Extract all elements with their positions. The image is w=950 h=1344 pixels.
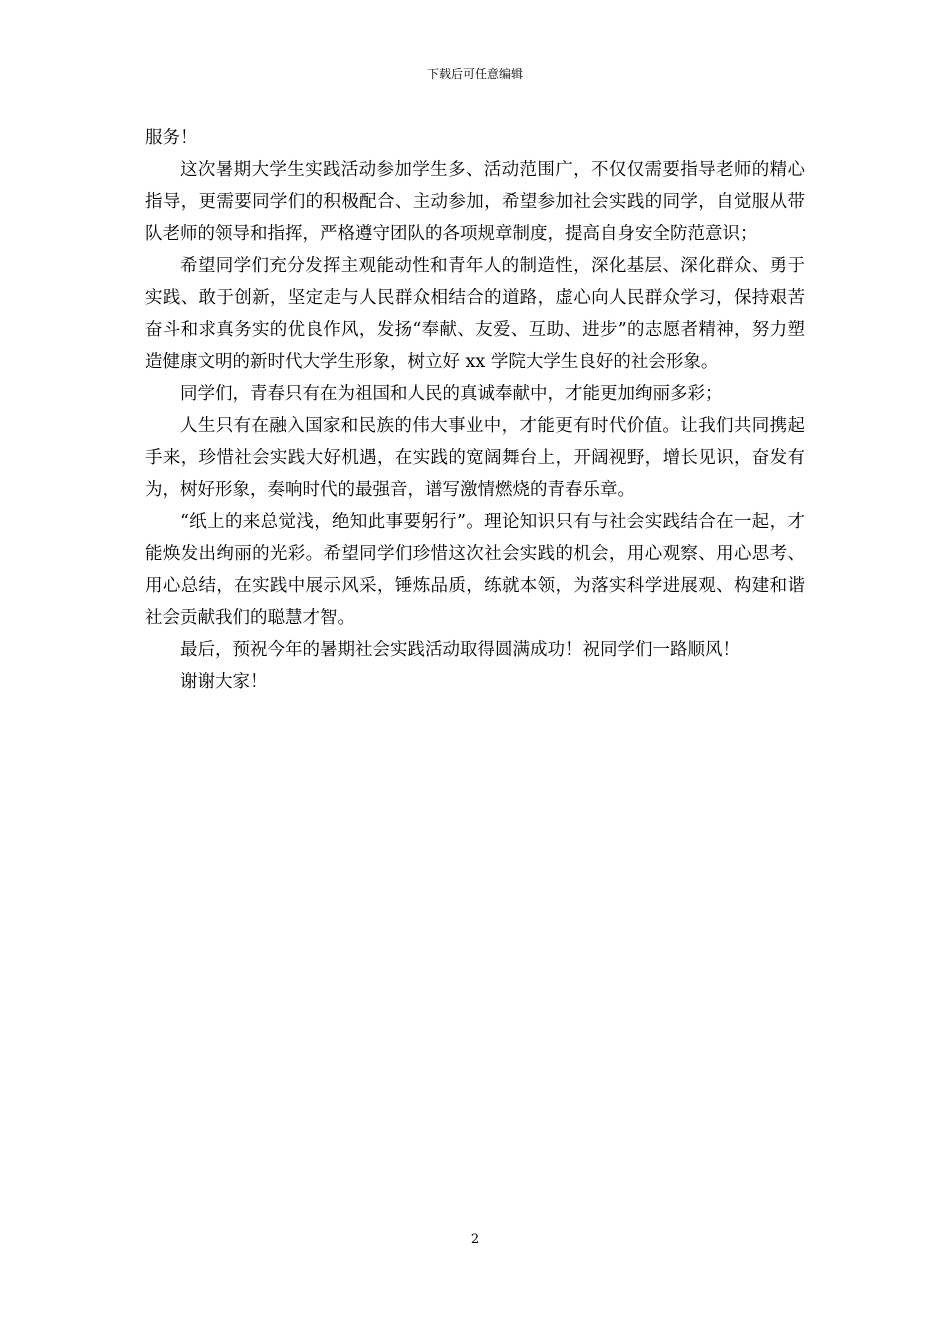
paragraph-practice-quote: “纸上的来总觉浅，绝知此事要躬行”。理论知识只有与社会实践结合在一起，才能焕发出绚丽的光彩。希望同学们珍惜这次社会实践的机会，用心观察、用心思考、用心总结，在实践中展示风采，锤炼品质，练就本领，为落实科学进展观、构建和谐社会贡献我们的聪慧才智。: [145, 512, 805, 628]
paragraph-closing-wishes: 最后，预祝今年的暑期社会实践活动取得圆满成功！祝同学们一路顺风！: [180, 640, 740, 660]
paragraph-youth: 同学们，青春只有在为祖国和人民的真诚奉献中，才能更加绚丽多彩；: [180, 384, 723, 404]
paragraph-continuation: 服务！: [145, 128, 198, 148]
paragraph-life-value: 人生只有在融入国家和民族的伟大事业中，才能更有时代价值。让我们共同携起手来，珍惜社会实践大好机遇，在实践的宽阔舞台上，开阔视野，增长见识，奋发有为，树好形象，奏响时代的最强音，谱写激情燃烧的青春乐章。: [145, 416, 805, 500]
page-number: 2: [470, 1232, 480, 1247]
document-body: [145, 122, 805, 698]
paragraph-hope: 希望同学们充分发挥主观能动性和青年人的制造性，深化基层、深化群众、勇于实践、敢于创新，坚定走与人民群众相结合的道路，虚心向人民群众学习，保持艰苦奋斗和求真务实的优良作风，发扬“奉献、友爱、互助、进步”的志愿者精神，努力塑造健康文明的新时代大学生形象，树立好 xx 学院大学生良好的社会形象。: [145, 256, 805, 372]
paragraph-participation: 这次暑期大学生实践活动参加学生多、活动范围广，不仅仅需要指导老师的精心指导，更需要同学们的积极配合、主动参加，希望参加社会实践的同学，自觉服从带队老师的领导和指挥，严格遵守团队的各项规章制度，提高自身安全防范意识；: [145, 160, 805, 244]
paragraph-thanks: 谢谢大家！: [180, 672, 268, 692]
page-header: 下载后可任意编辑: [426, 67, 523, 81]
